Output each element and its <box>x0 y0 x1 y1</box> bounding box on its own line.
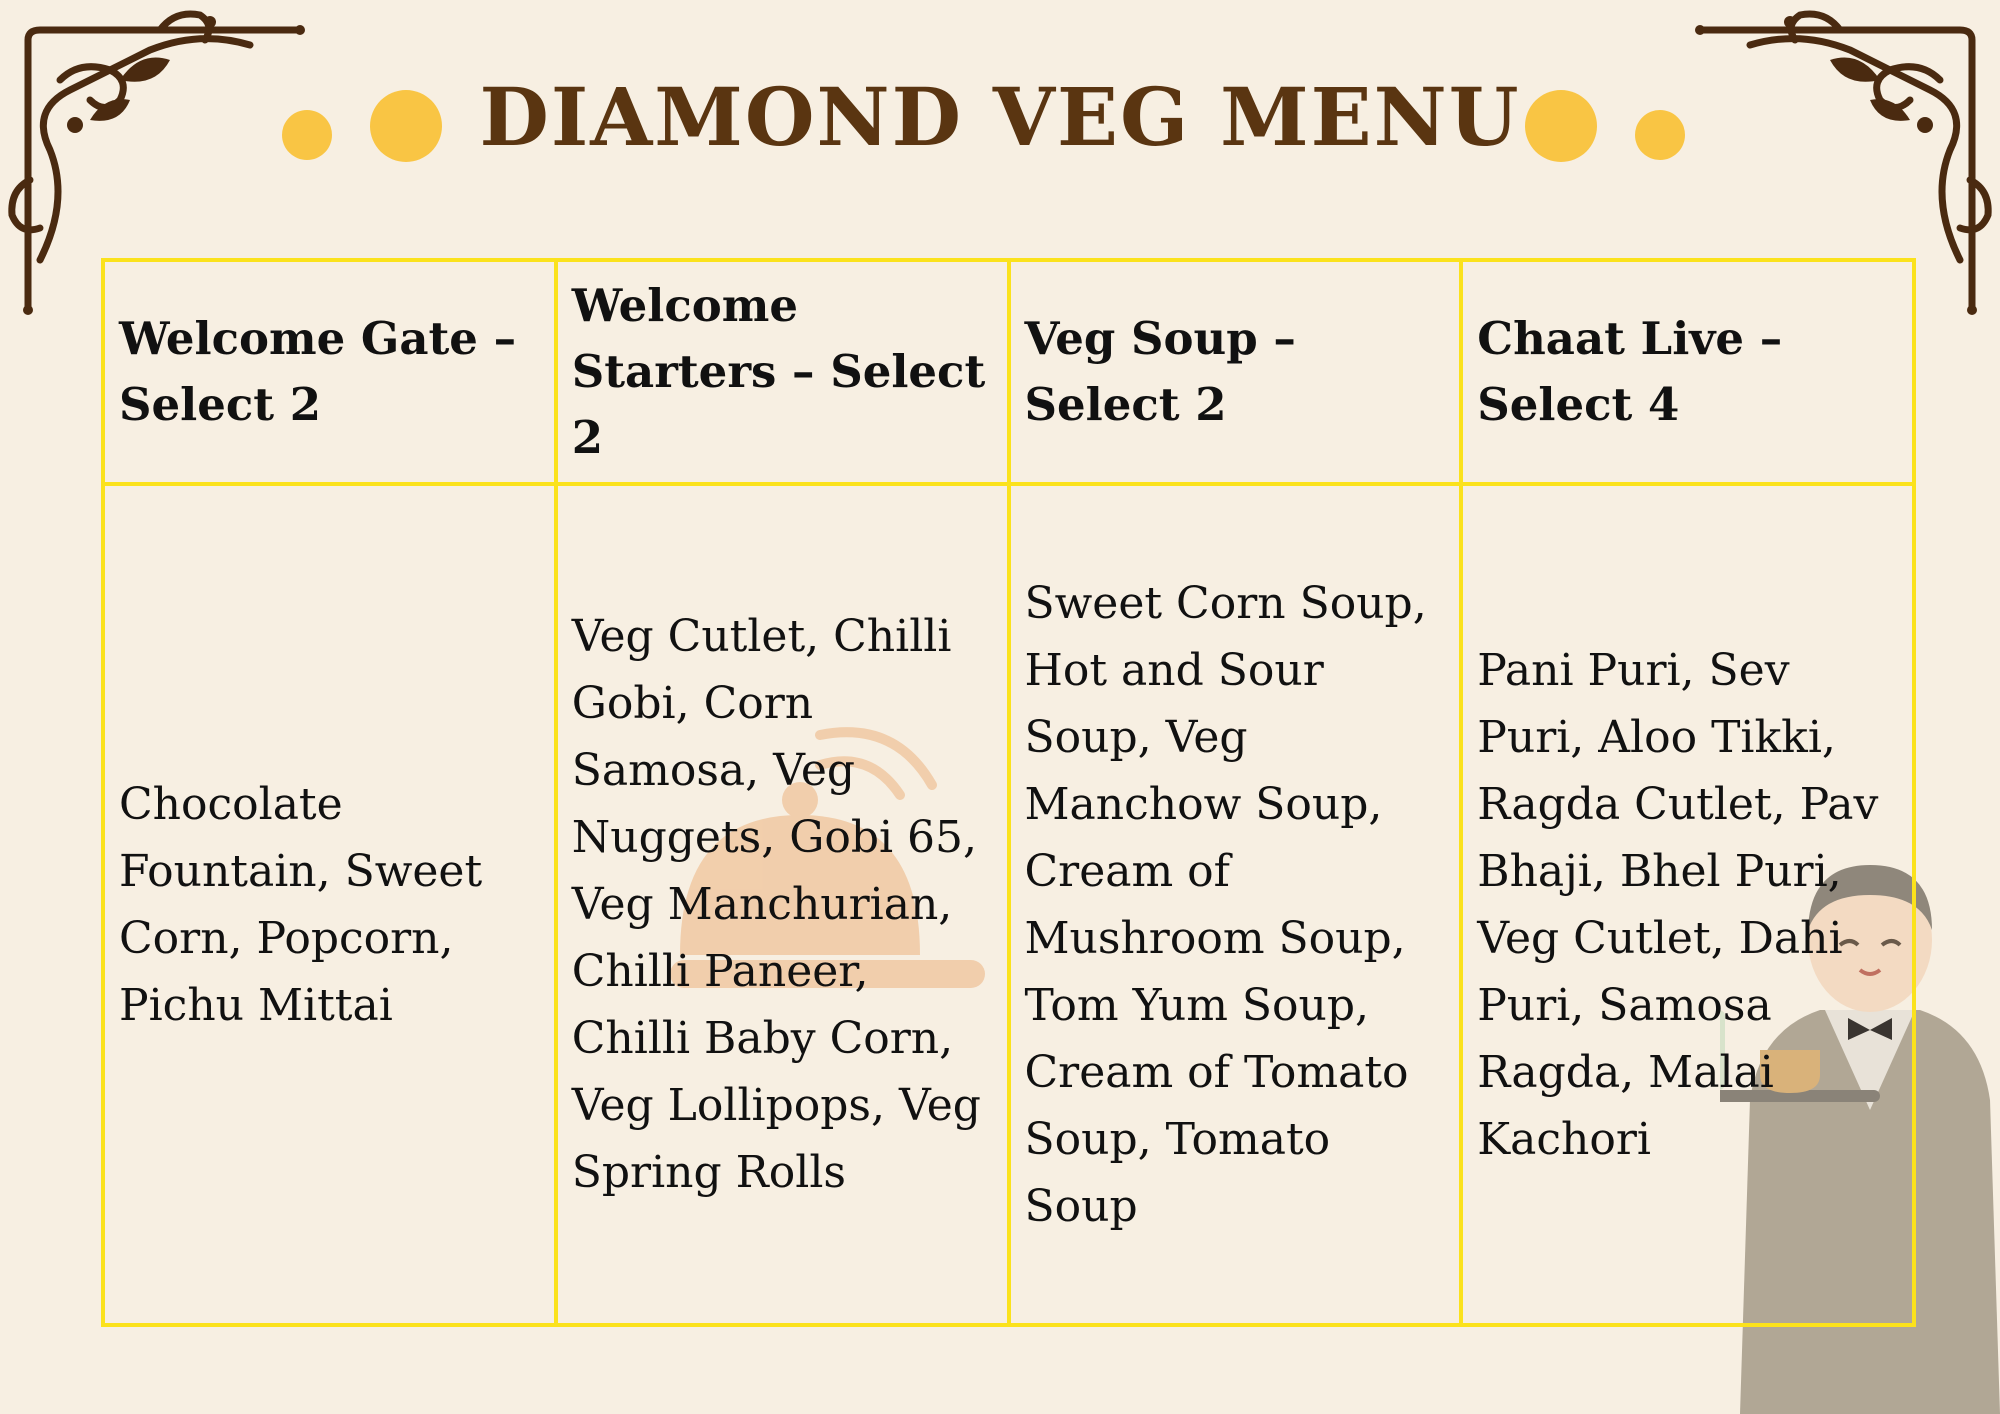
menu-items-row <box>103 484 1914 1325</box>
column-heading-veg-soup: Veg Soup – Select 2 <box>1009 260 1462 484</box>
column-heading-welcome-gate: Welcome Gate – Select 2 <box>103 260 556 484</box>
menu-table <box>101 258 1916 1327</box>
column-heading-chaat-live: Chaat Live – Select 4 <box>1461 260 1914 484</box>
column-items-welcome-gate: Chocolate Fountain, Sweet Corn, Popcorn, Pichu Mittai <box>103 484 556 1325</box>
column-items-chaat-live: Pani Puri, Sev Puri, Aloo Tikki, Ragda Cutlet, Pav Bhaji, Bhel Puri, Veg Cutlet, Dahi Puri, Samosa Ragda, Malai Kachori <box>1461 484 1914 1325</box>
column-items-welcome-starters: Veg Cutlet, Chilli Gobi, Corn Samosa, Veg Nuggets, Gobi 65, Veg Manchurian, Chilli Paneer, Chilli Baby Corn, Veg Lollipops, Veg Spring Rolls <box>556 484 1009 1325</box>
menu-header-row <box>103 260 1914 484</box>
page-title: DIAMOND VEG MENU <box>479 70 1521 164</box>
column-heading-welcome-starters: Welcome Starters – Select 2 <box>556 260 1009 484</box>
column-items-veg-soup: Sweet Corn Soup, Hot and Sour Soup, Veg Manchow Soup, Cream of Mushroom Soup, Tom Yum Soup, Cream of Tomato Soup, Tomato Soup <box>1009 484 1462 1325</box>
